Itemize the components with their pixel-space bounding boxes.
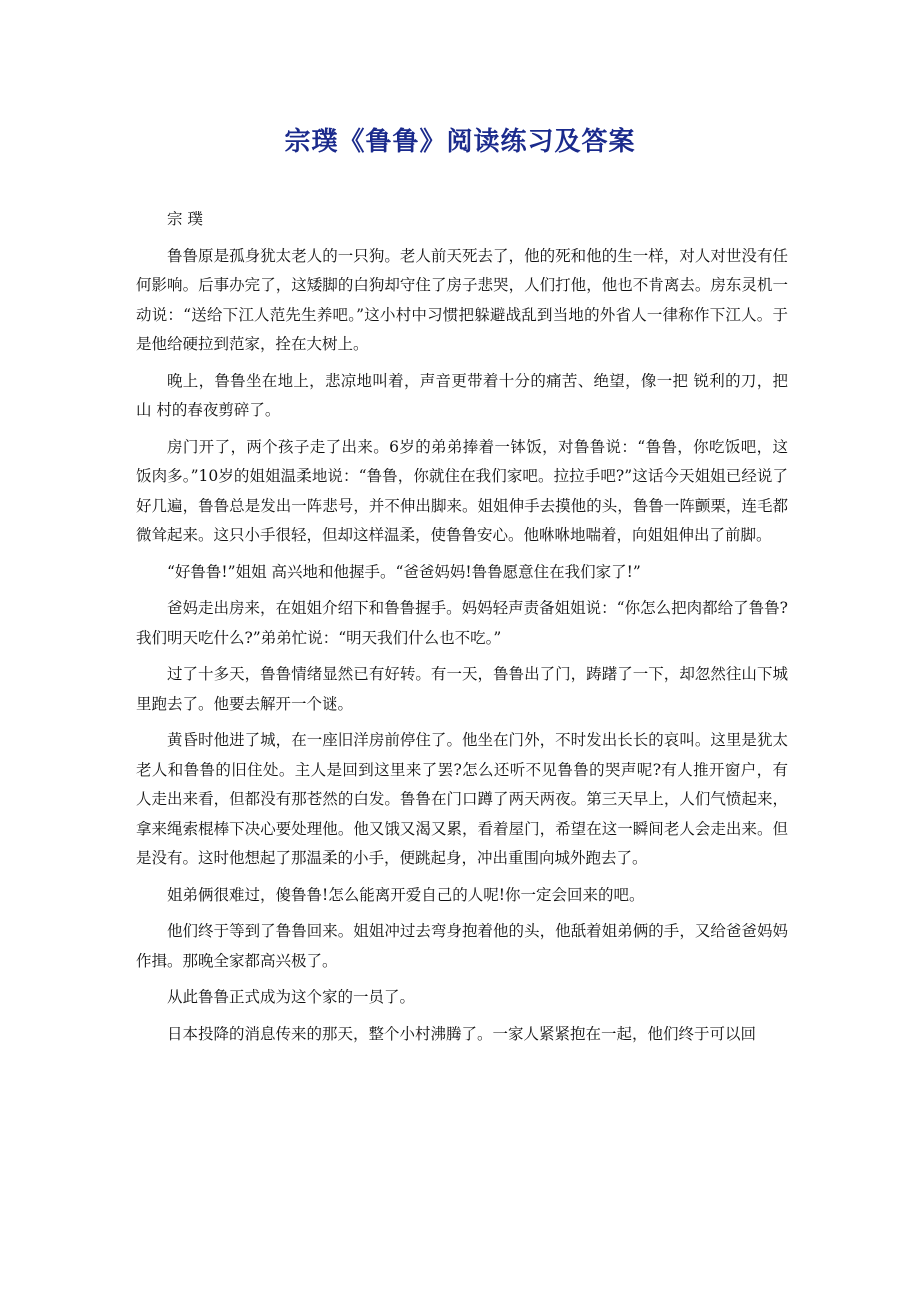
- paragraph: 从此鲁鲁正式成为这个家的一员了。: [167, 988, 416, 1006]
- paragraph: 鲁鲁原是孤身犹太老人的一只狗。老人前天死去了，他的死和他的生一样，对人对世没有任何影响。后事办完了，这矮脚的白狗却守住了房子悲哭，人们打他，他也不肯离去。房东灵机一动说：“送给下江人范先生养吧。”这小村中习惯把躲避战乱到当地的外省人一律称作下江人。于是他给硬拉到范家，拴在大树上。: [136, 246, 788, 353]
- paragraph: 日本投降的消息传来的那天，整个小村沸腾了。一家人紧紧抱在一起，他们终于可以回: [167, 1024, 757, 1043]
- document-title: 宗璞《鲁鲁》阅读练习及答案: [284, 127, 636, 157]
- paragraph: 房门开了，两个孩子走了出来。6岁的弟弟捧着一钵饭，对鲁鲁说：“鲁鲁，你吃饭吧，这饭肉多。”10岁的姐姐温柔地说：“鲁鲁，你就住在我们家吧。拉拉手吧?”这话今天姐姐已经说了好几遍，鲁鲁总是发出一阵悲号，并不伸出脚来。姐姐伸手去摸他的头，鲁鲁一阵颤栗，连毛都微耸起来。这只小手很轻，但却这样温柔，使鲁鲁安心。他咻咻地喘着，向姐姐伸出了前脚。: [136, 437, 788, 544]
- article-body: [136, 205, 788, 1056]
- paragraph: 他们终于等到了鲁鲁回来。姐姐冲过去弯身抱着他的头，他舐着姐弟俩的手，又给爸爸妈妈作揖。那晚全家都高兴极了。: [136, 922, 788, 970]
- paragraph: 黄昏时他进了城，在一座旧洋房前停住了。他坐在门外，不时发出长长的哀叫。这里是犹太老人和鲁鲁的旧住处。主人是回到这里来了罢?怎么还听不见鲁鲁的哭声呢?有人推开窗户，有人走出来看，但都没有那苍然的白发。鲁鲁在门口蹲了两天两夜。第三天早上，人们气愤起来，拿来绳索棍棒下决心要处理他。他又饿又渴又累，看着屋门，希望在这一瞬间老人会走出来。但是没有。这时他想起了那温柔的小手，便跳起身，冲出重围向城外跑去了。: [136, 731, 788, 867]
- paragraph: 爸妈走出房来，在姐姐介绍下和鲁鲁握手。妈妈轻声责备姐姐说：“你怎么把肉都给了鲁鲁?我们明天吃什么?”弟弟忙说：“明天我们什么也不吃。”: [136, 599, 788, 647]
- author-line: 宗 璞: [167, 210, 203, 228]
- paragraph: 姐弟俩很难过，傻鲁鲁!怎么能离开爱自己的人呢!你一定会回来的吧。: [167, 885, 645, 904]
- paragraph: “好鲁鲁!”姐姐 高兴地和他握手。“爸爸妈妈!鲁鲁愿意住在我们家了!”: [167, 562, 641, 581]
- paragraph: 过了十多天，鲁鲁情绪显然已有好转。有一天，鲁鲁出了门，踌躇了一下，却忽然往山下城里跑去了。他要去解开一个谜。: [136, 665, 788, 713]
- paragraph: 晚上，鲁鲁坐在地上，悲凉地叫着，声音更带着十分的痛苦、绝望，像一把 锐利的刀，把山 村的春夜剪碎了。: [136, 371, 788, 419]
